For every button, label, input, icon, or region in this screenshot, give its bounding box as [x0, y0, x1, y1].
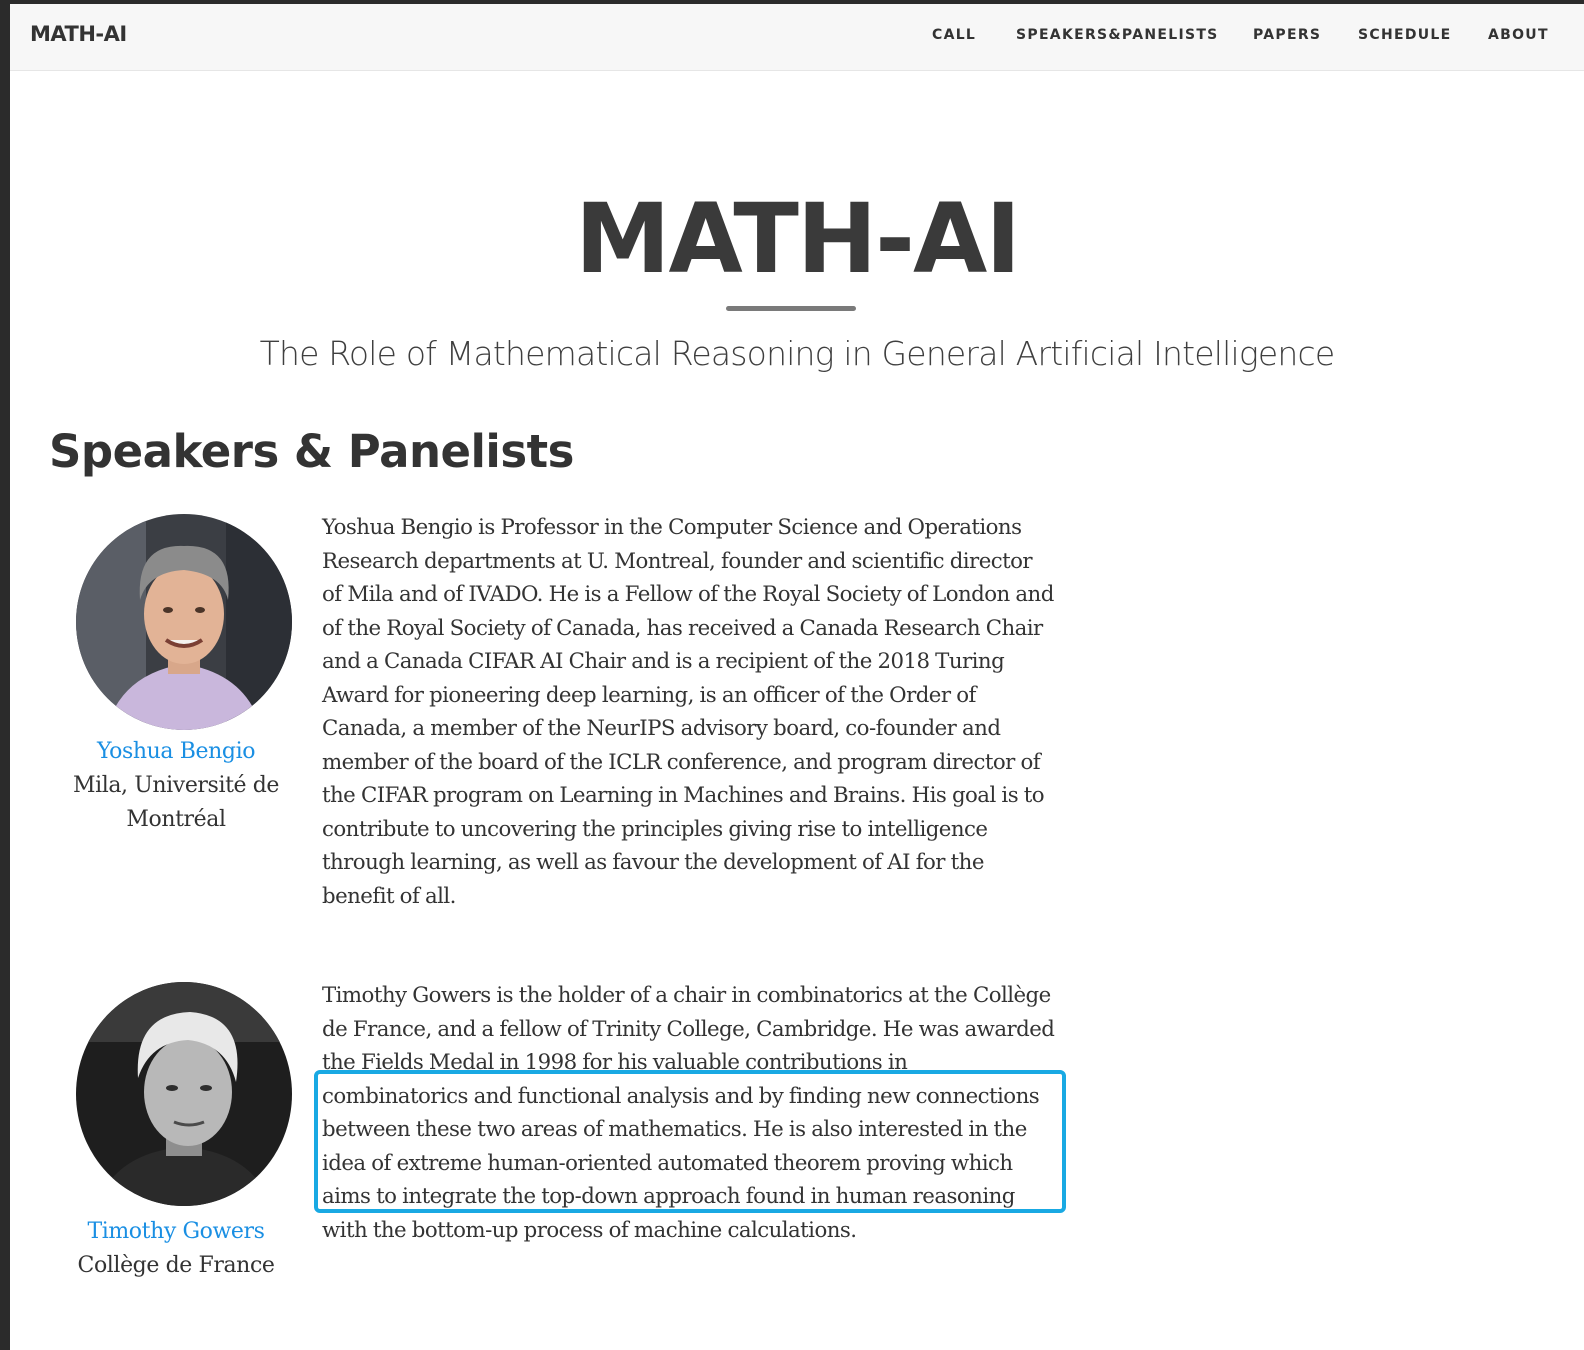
nav-link-papers[interactable]: PAPERS [1253, 27, 1322, 43]
nav-link-speakers-panelists[interactable]: SPEAKERS&PANELISTS [1016, 27, 1219, 43]
speaker-name-timothy-gowers[interactable]: Timothy Gowers [87, 1219, 265, 1244]
hero-title: MATH-AI [574, 183, 1020, 295]
section-title: Speakers & Panelists [49, 425, 574, 478]
hero-subtitle: The Role of Mathematical Reasoning in General Artificial Intelligence [259, 334, 1335, 373]
brand-link[interactable]: MATH-AI [30, 22, 127, 46]
hero-divider [726, 306, 856, 311]
speaker-affiliation-timothy-gowers: Collège de France [77, 1253, 275, 1278]
speaker-photo-yoshua-bengio [76, 514, 292, 730]
speaker-bio-timothy-gowers: Timothy Gowers is the holder of a chair in combinatorics at the Collège de France, and a fellow of Trinity College, Cambridge. He was awarded the Fields Medal in 1998 for his valuable contributions in combinatorics and functional analysis and by finding new connections between these two areas of mathematics. He is also interested in the idea of extreme human-oriented automated theorem proving which aims to integrate the top-down approach found in human reasoning with the bottom-up process of machine calculations. [322, 983, 1055, 1243]
speaker-photo-timothy-gowers [76, 982, 292, 1206]
speaker-affiliation-yoshua-bengio: Mila, Université de Montréal [72, 773, 280, 832]
nav-link-about[interactable]: ABOUT [1488, 27, 1549, 43]
nav-link-schedule[interactable]: SCHEDULE [1358, 27, 1452, 43]
speaker-bio-yoshua-bengio: Yoshua Bengio is Professor in the Computer Science and Operations Research departments at U. Montreal, founder and scientific director of Mila and of IVADO. He is a Fellow of the Royal Society of London and of the Royal Society of Canada, has received a Canada Research Chair and a Canada CIFAR AI Chair and is a recipient of the 2018 Turing Award for pioneering deep learning, is an officer of the Order of Canada, a member of the NeurIPS advisory board, co-founder and member of the board of the ICLR conference, and program director of the CIFAR program on Learning in Machines and Brains. His goal is to contribute to uncovering the principles giving rise to intelligence through learning, as well as favour the development of AI for the benefit of all. [322, 515, 1054, 909]
nav-link-call[interactable]: CALL [932, 27, 977, 43]
page [10, 4, 1584, 1350]
highlight-box [314, 1070, 1066, 1213]
navbar [10, 4, 1584, 71]
speaker-name-yoshua-bengio[interactable]: Yoshua Bengio [96, 739, 256, 764]
